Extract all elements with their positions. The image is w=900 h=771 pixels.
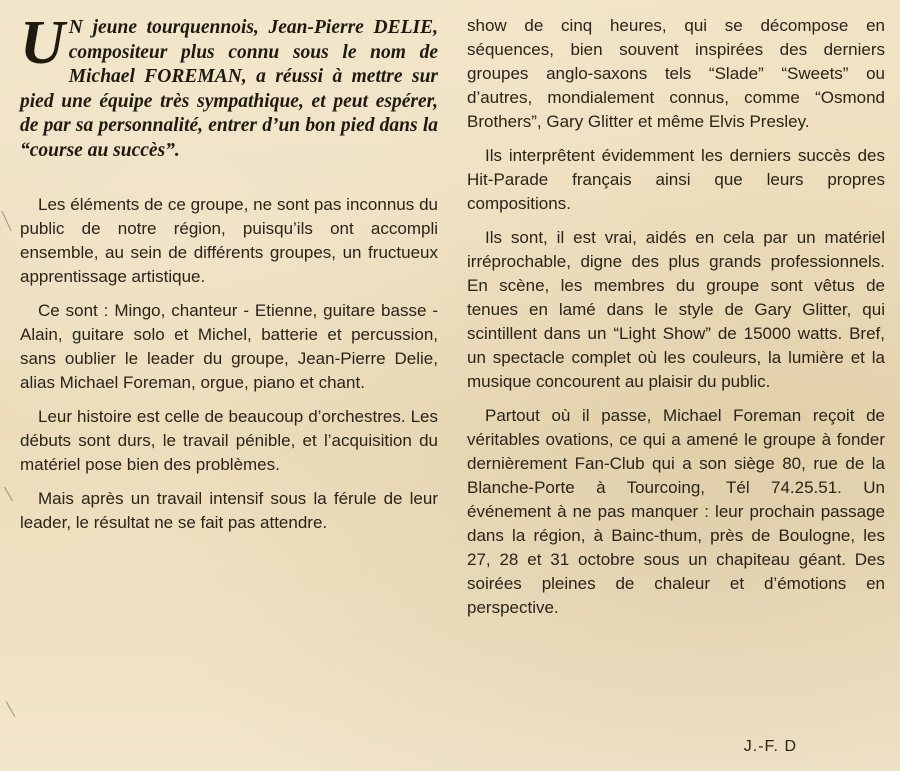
scratch-mark — [6, 701, 16, 717]
paragraph: Ils interprêtent évidemment les derniers succès des Hit-Parade français ainsi que leurs propres compositions. — [467, 146, 885, 213]
paragraph: Ils sont, il est vrai, aidés en cela par un matériel irréprochable, digne des plus grands professionnels. En scène, les membres du groupe sont vêtus de tenues en lamé dans le style de Gary Glitter, qui scintillent dans un “Light Show” de 15000 watts. Bref, un spectacle complet où les couleurs, la lumière et la musique concourent au plaisir du public. — [467, 228, 885, 391]
paragraph: Mais après un travail intensif sous la férule de leur leader, le résultat ne se fait pas attendre. — [20, 489, 438, 532]
continued-paragraph: show de cinq heures, qui se décompose en séquences, bien souvent inspirées des derniers groupes anglo-saxons tels “Slade” “Sweets” ou d’autres, mondialement connus, comme “Osmond Brothers”, Gary Glitter et même Elvis Presley. — [467, 16, 885, 131]
left-column — [20, 9, 438, 756]
paragraph: Partout où il passe, Michael Foreman reçoit de véritables ovations, ce qui a amené le groupe à fonder dernièrement Fan-Club qui a son siège 80, rue de la Blanche-Porte à Tourcoing, Tél 74.25.51. Un événement à ne pas manquer : leur prochain passage dans la région, à Bainc-thum, près de Boulogne, les 27, 28 et 31 octobre sous un chapiteau géant. Des soirées pleines de chaleur et d’émotions en perspective. — [467, 406, 885, 617]
drop-cap: U — [20, 9, 65, 77]
lede-first-word: N — [68, 17, 83, 38]
spacer — [20, 163, 438, 193]
scratch-mark — [4, 487, 13, 501]
author-signature: J.-F. D — [743, 738, 797, 755]
right-column — [467, 14, 885, 764]
paragraph: Ce sont : Mingo, chanteur - Etienne, guitare basse - Alain, guitare solo et Michel, batterie et percussion, sans oublier le leader du groupe, Jean-Pierre Delie, alias Michael Foreman, orgue, piano et chant. — [20, 301, 438, 392]
paragraph: Leur histoire est celle de beaucoup d’orchestres. Les débuts sont durs, le travail pénible, et l’acquisition du matériel pose bien des problèmes. — [20, 407, 438, 474]
lede-text: jeune tourquennois, Jean-Pierre DELIE, compositeur plus connu sous le nom de Michael FOREMAN, a réussi à mettre sur pied une équipe très sympathique, et peut espérer, de par sa personnalité, entrer d’un bon pied dans la “course au succès”. — [20, 17, 438, 161]
scratch-mark — [1, 211, 11, 231]
paragraph: Les éléments de ce groupe, ne sont pas inconnus du public de notre région, puisqu’ils ont accompli ensemble, au sein de différents groupes, un fructueux apprentissage artistique. — [20, 195, 438, 286]
article-lede — [20, 9, 438, 163]
